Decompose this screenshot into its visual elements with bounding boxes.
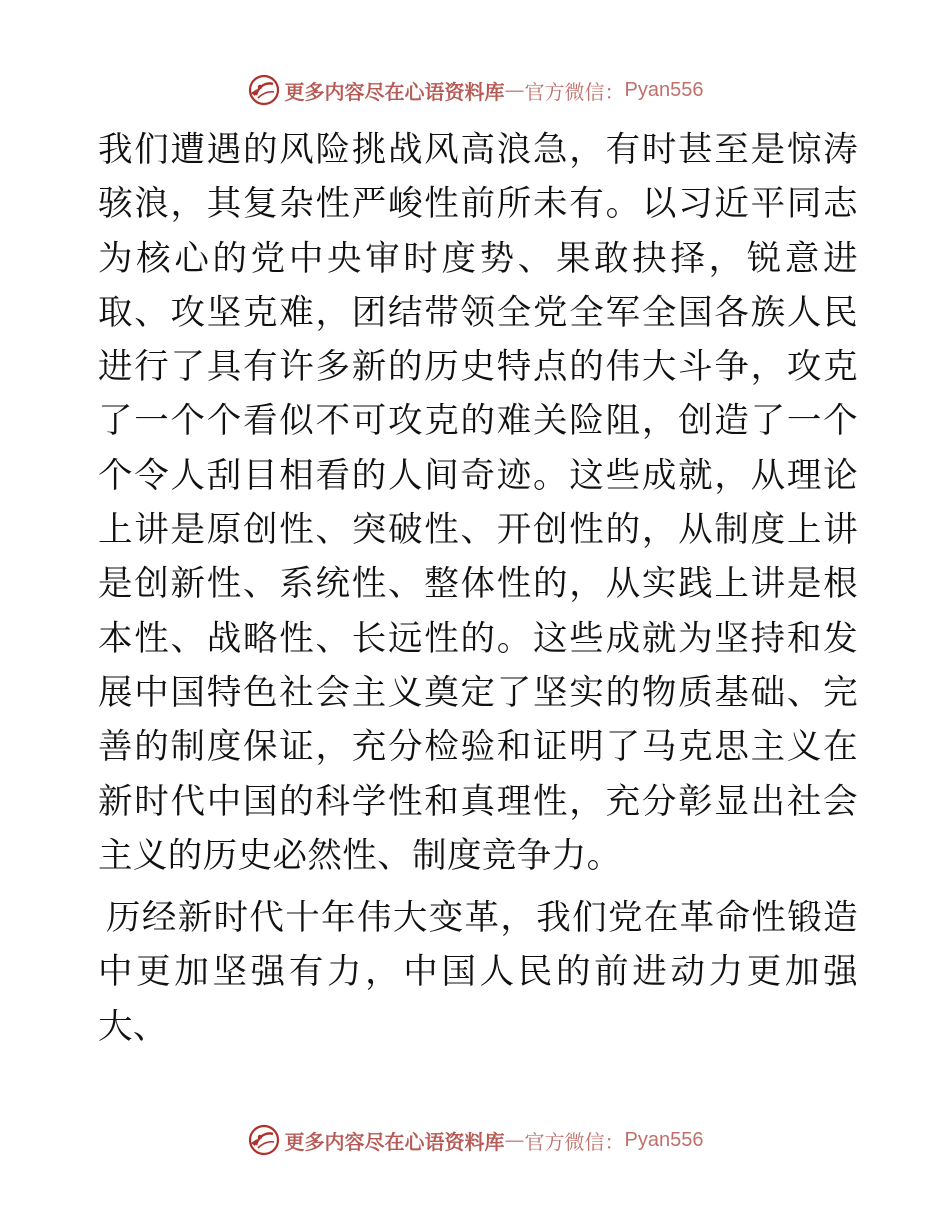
- red-seal-logo-icon: [247, 73, 281, 107]
- banner-wechat-id: Pyan556: [624, 1128, 704, 1151]
- footer-banner: [0, 1120, 950, 1160]
- banner-wechat-label: 官方微信：: [524, 79, 625, 104]
- red-seal-logo-icon: [247, 1123, 281, 1157]
- banner-title: 更多内容尽在心语资料库: [284, 1129, 505, 1154]
- banner-wechat-label: 官方微信：: [524, 1129, 625, 1154]
- header-banner: [0, 70, 950, 110]
- banner-title: 更多内容尽在心语资料库: [284, 79, 505, 104]
- paragraph-2: 历经新时代十年伟大变革，我们党在革命性锻造中更加坚强有力，中国人民的前进动力更加强大、: [98, 898, 858, 1047]
- paragraph-1: 我们遭遇的风险挑战风高浪急，有时甚至是惊涛骇浪，其复杂性严峻性前所未有。以习近平同志为核心的党中央审时度势、果敢抉择，锐意进取、攻坚克难，团结带领全党全军全国各族人民进行了具有许多新的历史特点的伟大斗争，攻克了一个个看似不可攻克的难关险阻，创造了一个个令人刮目相看的人间奇迹。这些成就，从理论上讲是原创性、突破性、开创性的，从制度上讲是创新性、系统性、整体性的，从实践上讲是根本性、战略性、长远性的。这些成就为坚持和发展中国特色社会主义奠定了坚实的物质基础、完善的制度保证，充分检验和证明了马克思主义在新时代中国的科学性和真理性，充分彰显出社会主义的历史必然性、制度竞争力。: [98, 130, 858, 876]
- banner-separator: —: [504, 1128, 525, 1152]
- banner-separator: —: [504, 78, 525, 102]
- document-body: [98, 123, 858, 1054]
- banner-wechat-id: Pyan556: [624, 78, 704, 101]
